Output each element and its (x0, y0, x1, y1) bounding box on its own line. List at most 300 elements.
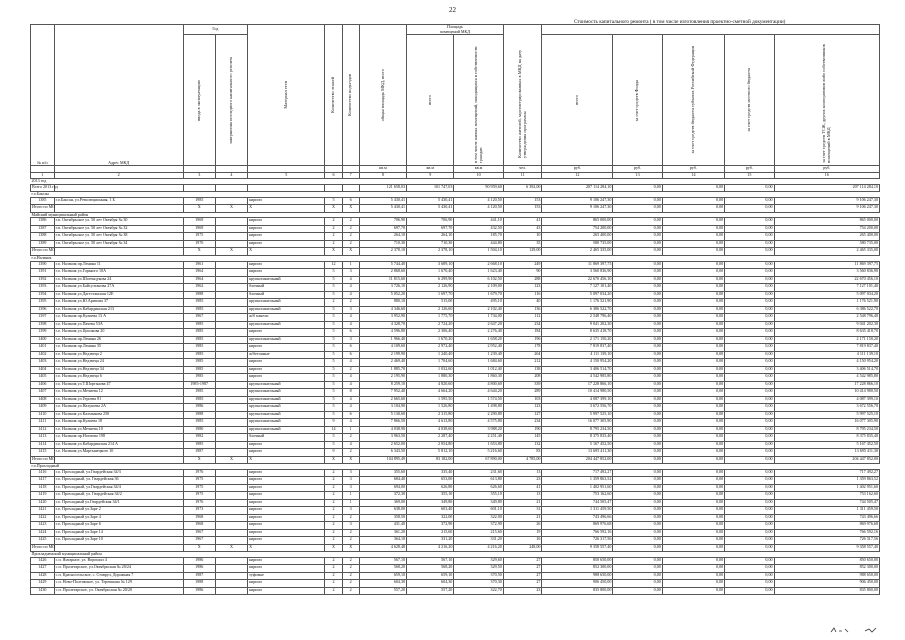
table-cell: 1 (342, 261, 359, 269)
table-cell: 264,10 (407, 233, 454, 241)
table-cell: 1 311 459,50 (774, 507, 879, 515)
table-cell: 1 240,40 (407, 351, 454, 359)
table-cell: 2 (342, 537, 359, 545)
table-row (31, 580, 880, 588)
table-cell: 11 869 397,75 (774, 261, 879, 269)
table-cell: 355,10 (454, 492, 503, 500)
table-cell: крупнопанельный (248, 321, 325, 329)
table-cell: 613,80 (454, 477, 503, 485)
table-cell: X (248, 544, 325, 552)
table-cell: 0,00 (725, 233, 774, 241)
table-cell: 27 (503, 572, 542, 580)
unit-cell: руб. (613, 166, 662, 173)
table-cell: 5 (325, 314, 342, 322)
table-cell (215, 404, 247, 412)
table-cell: 865 000,00 (774, 218, 879, 226)
table-cell: ж/б панели (248, 314, 325, 322)
column-number-cell: 13 (613, 172, 662, 179)
table-cell: 1 311 459,50 (542, 507, 613, 515)
table-cell: 0,00 (725, 507, 774, 515)
table-cell: 1985 (183, 321, 215, 329)
table-cell: 0,00 (725, 314, 774, 322)
table-cell: 2 (325, 299, 342, 307)
table-cell: 653,00 (407, 477, 454, 485)
table-cell: кирпич (248, 469, 325, 477)
table-cell: 3 (342, 484, 359, 492)
table-cell: 2 548 796,40 (774, 314, 879, 322)
cost-group-cell (542, 25, 880, 35)
table-cell: 0,00 (613, 434, 662, 442)
table-cell: 0,00 (613, 507, 662, 515)
table-cell: 0,00 (725, 484, 774, 492)
table-cell: 355,60 (359, 469, 406, 477)
table-cell: 2 (325, 529, 342, 537)
table-cell: 1 697,70 (407, 291, 454, 299)
table-cell: 0,00 (725, 359, 774, 367)
table-cell: 1424 (31, 529, 55, 537)
table-cell: 153 (503, 197, 542, 205)
table-cell: 9 106 247,30 (774, 205, 879, 213)
table-cell (183, 184, 215, 192)
table-cell: 0,00 (662, 306, 724, 314)
table-cell: 0,00 (662, 336, 724, 344)
table-cell: 0,00 (662, 529, 724, 537)
table-cell: кирпич (248, 441, 325, 449)
table-cell: 852 300,00 (774, 565, 879, 573)
table-cell: 322,70 (454, 587, 503, 595)
table-cell: 1985-1987 (183, 381, 215, 389)
table-cell: 3 (342, 469, 359, 477)
table-cell: 726 317,56 (542, 537, 613, 545)
table-cell: 1975 (183, 492, 215, 500)
table-cell: 2 (325, 580, 342, 588)
table-cell: 104 895,49 (359, 456, 406, 464)
table-cell: 441,10 (454, 218, 503, 226)
table-cell: 2 465 335,00 (542, 248, 613, 256)
unit-cell: руб. (774, 166, 879, 173)
table-cell: 638,00 (359, 507, 406, 515)
table-cell: 234 (503, 321, 542, 329)
table-cell: 0,00 (613, 522, 662, 530)
table-cell: 0,00 (725, 514, 774, 522)
cost-total-header: всего (542, 35, 613, 166)
table-cell: 0,00 (662, 351, 724, 359)
table-cell: 11 869 397,75 (542, 261, 613, 269)
table-cell: 4 628,48 (359, 544, 406, 552)
table-cell: 2 (325, 514, 342, 522)
table-cell: 0,00 (725, 537, 774, 545)
table-cell: крупнопанельный (248, 306, 325, 314)
table-cell (215, 321, 247, 329)
table-cell: 4 346,60 (359, 306, 406, 314)
table-cell: 6 (342, 344, 359, 352)
table-cell: 5 (325, 344, 342, 352)
table-cell: 7 819 837,40 (542, 344, 613, 352)
table-cell: 1 (342, 499, 359, 507)
table-cell: 2 (342, 366, 359, 374)
table-cell: 8 (342, 389, 359, 397)
table-cell (215, 514, 247, 522)
table-cell: 132 (503, 441, 542, 449)
table-cell: 1400 (31, 336, 55, 344)
unit-cell: кв.м (454, 166, 503, 173)
table-cell: 1985 (183, 366, 215, 374)
table-cell: 1412 (31, 426, 55, 434)
table-cell: кирпич (248, 374, 325, 382)
table-cell: 0,00 (662, 381, 724, 389)
table-cell: 0,00 (725, 449, 774, 457)
table-cell: 31 (503, 507, 542, 515)
table-cell: г.о. Прохладный, ул.Гвардейская 34/3 (54, 469, 183, 477)
table-cell: 0,00 (662, 426, 724, 434)
table-cell: г.о. Прохладный ул.Заре 6 (54, 522, 183, 530)
table-cell: 331,20 (407, 537, 454, 545)
table-cell: 0,00 (662, 329, 724, 337)
table-cell: 1393 (31, 284, 55, 292)
table-cell: 2 287,40 (407, 434, 454, 442)
table-row (31, 514, 880, 522)
table-cell: 2 (342, 580, 359, 588)
table-cell: крупнопанельный (248, 299, 325, 307)
table-cell: 0,00 (662, 344, 724, 352)
table-cell: 1407 (31, 389, 55, 397)
table-cell: г.о. Нальчик пр.Кулиева 13 А (54, 314, 183, 322)
table-cell: 568,20 (407, 565, 454, 573)
table-cell: X (215, 248, 247, 256)
table-cell: X (215, 205, 247, 213)
table-cell: 8 795 234,50 (542, 426, 613, 434)
table-cell: 184 (503, 329, 542, 337)
table-cell: 5 (325, 359, 342, 367)
table-cell (215, 565, 247, 573)
table-row (31, 522, 880, 530)
table-cell: 1389 (31, 240, 55, 248)
table-cell: 5 812,10 (407, 449, 454, 457)
table-cell (54, 184, 183, 192)
table-cell: 1 658,20 (454, 336, 503, 344)
table-cell: 2 972,40 (407, 344, 454, 352)
table-row (31, 351, 880, 359)
table-cell (54, 456, 183, 464)
table-cell: 1409 (31, 404, 55, 412)
table-row (31, 441, 880, 449)
table-cell: 17 228 866,10 (542, 381, 613, 389)
table-cell: 1 012,40 (454, 366, 503, 374)
table-cell: 1411 (31, 419, 55, 427)
table-cell: кирпич (248, 580, 325, 588)
table-cell: 766 592,16 (542, 529, 613, 537)
table-cell: кирпич (248, 514, 325, 522)
table-cell: 850 650,00 (774, 557, 879, 565)
table-cell: 1986 (183, 587, 215, 595)
table-cell: 5 052,20 (359, 291, 406, 299)
table-cell: 215,60 (407, 529, 454, 537)
table-cell: 6 386 522,70 (774, 306, 879, 314)
total-row (31, 544, 880, 552)
table-cell: 185,70 (454, 233, 503, 241)
table-cell: 0,00 (613, 381, 662, 389)
table-cell: X (215, 456, 247, 464)
table-cell: 0,00 (725, 419, 774, 427)
table-cell: 0,00 (662, 184, 724, 192)
table-cell: 178 (503, 344, 542, 352)
table-cell (215, 381, 247, 389)
table-row (31, 366, 880, 374)
table-cell: 2 126,90 (407, 284, 454, 292)
table-cell: 1988 (183, 411, 215, 419)
table-row (31, 389, 880, 397)
table-cell: 0,00 (662, 572, 724, 580)
table-cell: 2 (325, 565, 342, 573)
table-cell: 1423 (31, 522, 55, 530)
table-cell: 3 672 556,70 (542, 404, 613, 412)
table-cell: 2 (325, 240, 342, 248)
total-row (31, 184, 880, 192)
table-cell: 0,00 (725, 218, 774, 226)
table-cell: 5 (325, 321, 342, 329)
column-number-cell: 12 (542, 172, 613, 179)
table-cell (215, 359, 247, 367)
table-cell: 0,00 (613, 396, 662, 404)
table-cell: с.п. Пролетарское, ул.Октябрьская № 20/24 (54, 565, 183, 573)
table-cell: 329,50 (454, 565, 503, 573)
table-cell (215, 477, 247, 485)
table-cell: 3 952,90 (359, 314, 406, 322)
table-row (31, 572, 880, 580)
table-cell: 4 328,70 (359, 321, 406, 329)
table-cell: г.о. Прохладный ул.Заре 14 (54, 529, 183, 537)
table-cell: 0,00 (662, 557, 724, 565)
table-cell: 694,00 (359, 484, 406, 492)
table-cell: X (183, 544, 215, 552)
table-cell: 697,70 (359, 225, 406, 233)
table-cell: 0,00 (662, 499, 724, 507)
table-cell: 1 880,30 (407, 374, 454, 382)
table-cell: 5 997 525,10 (774, 411, 879, 419)
table-cell: 1985 (183, 306, 215, 314)
table-cell: 2 (342, 557, 359, 565)
area-group-header: Площадь помещений МКД (407, 25, 504, 35)
table-cell: 1988 (183, 580, 215, 588)
table-cell: 2 652,00 (359, 441, 406, 449)
table-cell: 2 (325, 557, 342, 565)
table-cell: крупнопанельный (248, 426, 325, 434)
table-cell: 101 747,03 (407, 184, 454, 192)
table-cell: 4 (342, 441, 359, 449)
table-cell: 1985 (183, 197, 215, 205)
table-cell: 1406 (31, 381, 55, 389)
table-cell (215, 366, 247, 374)
table-cell (215, 291, 247, 299)
table-cell: г.п. Октябрьское ул. 50 лет Октября № 34 (54, 240, 183, 248)
table-cell: 27 (503, 580, 542, 588)
table-cell: г.о. Нальчик ул.Дагестанская 12Е (54, 291, 183, 299)
table-cell: 234 (503, 419, 542, 427)
table-row (31, 359, 880, 367)
table-cell: 11 815,60 (359, 276, 406, 284)
table-cell: 0,00 (613, 306, 662, 314)
floors-header: Количество этажей (325, 25, 342, 166)
table-cell: 626,60 (454, 484, 503, 492)
table-cell: 3 726,10 (359, 284, 406, 292)
table-cell: 4 109,60 (359, 344, 406, 352)
table-cell: 349,80 (407, 499, 454, 507)
table-cell (215, 184, 247, 192)
table-cell: 372,90 (454, 522, 503, 530)
table-cell: 4 120,50 (454, 205, 503, 213)
table-cell: 5 430,41 (407, 205, 454, 213)
table-cell: 444,80 (454, 240, 503, 248)
table-cell: 1391 (31, 269, 55, 277)
table-cell (215, 389, 247, 397)
table-cell (215, 522, 247, 530)
table-cell: 0,00 (725, 499, 774, 507)
table-cell: 0,00 (613, 537, 662, 545)
unit-cell: руб. (725, 166, 774, 173)
table-cell: 204 447 852,00 (542, 456, 613, 464)
table-cell: 0,00 (613, 565, 662, 573)
table-cell: X (325, 544, 342, 552)
table-cell: кирпич (248, 218, 325, 226)
table-cell: 515,00 (407, 299, 454, 307)
table-cell (215, 572, 247, 580)
table-cell: 0,00 (662, 587, 724, 595)
table-cell: 358,50 (359, 514, 406, 522)
table-cell: 127 (503, 411, 542, 419)
table-cell: 2 276,40 (454, 329, 503, 337)
table-cell: 1390 (31, 261, 55, 269)
table-cell: кирпич (248, 492, 325, 500)
table-cell: 0,00 (725, 306, 774, 314)
table-row (31, 218, 880, 226)
table-cell: 2 171 150,20 (774, 336, 879, 344)
table-cell: 83 182,00 (407, 456, 454, 464)
table-cell: 1970 (183, 240, 215, 248)
table-cell: 4 644,20 (454, 389, 503, 397)
section-title: г.о.Нальчик (31, 255, 880, 261)
table-cell: 2 (325, 537, 342, 545)
residents-header: Количество жителей, зарегистрированных в МКД на дату утверждения программы (503, 25, 542, 166)
table-cell: 1 504,10 (454, 248, 503, 256)
table-cell: 10 (503, 233, 542, 241)
table-cell: 123 (503, 284, 542, 292)
table-cell: 697,70 (407, 225, 454, 233)
table-cell: 6 (342, 329, 359, 337)
table-row (31, 499, 880, 507)
table-cell: кирпич (248, 484, 325, 492)
table-cell: 12 (325, 261, 342, 269)
table-cell: 4 216,20 (454, 544, 503, 552)
table-cell: г.о. Нальчик пр.Кулиева 18 (54, 419, 183, 427)
table-cell: 0,00 (613, 469, 662, 477)
table-cell: с.п. Пролетарское, ул. Октябрьская № 20/20 (54, 587, 183, 595)
table-cell: 1414 (31, 441, 55, 449)
total-row (31, 205, 880, 213)
table-row (31, 381, 880, 389)
table-cell: 0,00 (725, 557, 774, 565)
table-cell: 0,00 (613, 197, 662, 205)
table-cell: 1988 (183, 291, 215, 299)
table-cell: 1973 (183, 507, 215, 515)
table-cell: 43 (503, 225, 542, 233)
table-cell: 2 054,80 (407, 441, 454, 449)
table-cell: 1395 (31, 299, 55, 307)
table-cell: 0,00 (613, 404, 662, 412)
table-cell: 0,00 (662, 492, 724, 500)
table-cell: 0,00 (725, 269, 774, 277)
table-cell: 16 (503, 537, 542, 545)
table-cell: 1976 (183, 499, 215, 507)
table-cell: 2 102,40 (454, 306, 503, 314)
table-cell: 869 976,68 (542, 522, 613, 530)
table-cell: 21 (503, 499, 542, 507)
table-cell: 1 032,60 (407, 366, 454, 374)
table-cell: 1980 (183, 426, 215, 434)
table-cell: кирпич (248, 240, 325, 248)
table-row (31, 225, 880, 233)
table-cell: 0,00 (725, 529, 774, 537)
table-cell: 1968 (183, 514, 215, 522)
column-number-cell: 15 (725, 172, 774, 179)
column-number-cell: 9 (407, 172, 454, 179)
table-cell: 5 (325, 381, 342, 389)
table-cell: 1985 (183, 344, 215, 352)
table-cell: 1 860,30 (454, 374, 503, 382)
table-cell: 5 (325, 404, 342, 412)
table-cell: X (342, 248, 359, 256)
table-cell: 432,50 (454, 225, 503, 233)
table-cell: 2 (342, 218, 359, 226)
table-cell: 3 689,10 (407, 261, 454, 269)
table-cell: 1969 (183, 218, 215, 226)
last-repair-year-header: завершения последнего капитального ремонта (215, 35, 247, 166)
table-cell (325, 184, 342, 192)
table-cell: 0,00 (725, 197, 774, 205)
table-cell: 1969 (183, 225, 215, 233)
table-cell: 0,00 (613, 359, 662, 367)
table-row (31, 374, 880, 382)
table-cell: 3 (342, 507, 359, 515)
table-cell: 0,00 (613, 514, 662, 522)
table-cell: 0,00 (725, 299, 774, 307)
table-cell: 2 (342, 225, 359, 233)
table-cell: 369,00 (359, 499, 406, 507)
table-cell: 0,00 (662, 456, 724, 464)
table-cell: 322,00 (454, 514, 503, 522)
table-cell (215, 314, 247, 322)
table-row (31, 426, 880, 434)
table-cell: 1986 (183, 557, 215, 565)
table-cell: 9 106 247,30 (774, 197, 879, 205)
table-cell: 0,00 (725, 389, 774, 397)
table-cell: 5 216,60 (454, 449, 503, 457)
table-cell: г.о. Прохладный, ул. Гвардейская 34/2 (54, 492, 183, 500)
table-cell: 2 (342, 572, 359, 580)
table-row (31, 269, 880, 277)
table-row (31, 261, 880, 269)
table-cell: 1419 (31, 492, 55, 500)
table-cell: 1413 (31, 434, 55, 442)
column-number-cell: 3 (183, 172, 215, 179)
table-cell: 5 130,60 (359, 411, 406, 419)
table-cell: 1 775,70 (407, 314, 454, 322)
table-cell: 0,00 (662, 537, 724, 545)
table-cell (342, 184, 359, 192)
table-cell: 0,00 (613, 374, 662, 382)
table-cell: 9 (325, 419, 342, 427)
table-cell: г.о. Нальчик ул.Т.Шортанова 47 (54, 381, 183, 389)
table-cell: 0,00 (725, 351, 774, 359)
